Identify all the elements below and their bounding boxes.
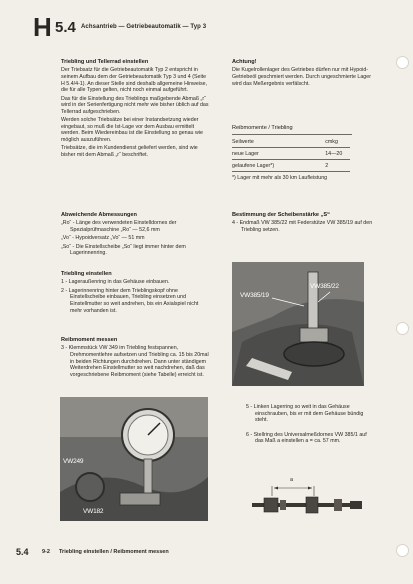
- paragraph: Das für die Einstellung des Trieblings maßgebende Abmaß „r“ wird in der Serienfertigung nicht mehr wie bisher üblich auf das Tellerrad aufgeschrieben.: [61, 95, 209, 115]
- list-item: 2 - Lagerinnenring hinter dem Trieblingskopf ohne Einstellscheibe einbauen, Triebling einsetzen und Einstellmutter so weit andrehen, bis ein Axialspiel nicht mehr vorhanden ist.: [61, 287, 199, 314]
- section-letter: H: [33, 12, 52, 42]
- mandrel-drawing: [250, 476, 370, 528]
- left-column: [61, 59, 209, 160]
- right-column-section: [232, 212, 377, 235]
- table-row: [232, 148, 350, 160]
- list-item: 1 - Lageraußenring in das Gehäuse einbauen.: [61, 279, 170, 286]
- binder-hole-bottom: [396, 544, 409, 557]
- list-item: „Vo“ - Hypoidversatz „Vo“ — 51 mm: [61, 235, 145, 242]
- section-heading: Bestimmung der Scheibenstärke „S“: [232, 212, 330, 218]
- left-column-steps: [61, 271, 209, 316]
- mandrel-illustration: [250, 476, 370, 528]
- section-heading: Abweichende Abmessungen: [61, 212, 137, 218]
- binder-hole-top: [396, 56, 409, 69]
- table-title: Reibmomente / Triebling: [232, 125, 352, 135]
- note-block: [232, 59, 377, 89]
- right-column-steps: [246, 404, 376, 447]
- table-cell-value: cmkg: [279, 136, 350, 148]
- list-item: „Ro“ - Länge des verwendeten Einstelldornes der Spezialprüfmaschine „Ro“ — 52,6 mm: [61, 220, 177, 233]
- tool-label: VW385/22: [310, 283, 339, 290]
- list-item: „So“ - Die Einstellscheibe „So“ liegt immer hinter dem Lagerinnenring.: [61, 243, 186, 257]
- photo-illustration: [232, 262, 364, 386]
- footer-page: 9-2: [42, 549, 50, 555]
- note-heading: Achtung!: [232, 59, 257, 65]
- section-number: 5.4: [55, 19, 76, 36]
- table-row: [232, 160, 350, 172]
- section-heading: Triebling einstellen: [61, 271, 112, 277]
- list-item: 4 - Endmaß VW 385/22 mit Federstütze VW 385/19 auf den Triebling setzen.: [232, 220, 373, 233]
- tool-label: VW385/19: [240, 292, 269, 299]
- dimension-label: a: [290, 477, 294, 483]
- paragraph: Der Triebsatz für die Getriebeautomatik Typ 2 entspricht in seinem Aufbau dem der Getriebeautomatik Typ 3 und 4 (Seite H 5.4/4-1). An dieser Stelle sind deshalb allgemeine Hinweise, die für alle Typen gelten, nicht noch einmal aufgeführt.: [61, 67, 208, 94]
- tool-label: VW249: [63, 458, 84, 465]
- table-cell-value: 14—20: [279, 148, 350, 160]
- footer-section-number: 5.4: [16, 547, 29, 557]
- table-cell-value: 2: [279, 160, 350, 172]
- list-item: 5 - Linken Lagerring so weit in das Gehäuse einschrauben, bis er mit dem Gehäuse bündig steht.: [246, 404, 364, 424]
- left-column-friction: [61, 337, 209, 380]
- photo-gauge-setup: [232, 262, 364, 386]
- page-title: Achsantrieb — Getriebeautomatik — Typ 3: [81, 24, 207, 30]
- tool-label: VW182: [83, 508, 104, 515]
- photo-torque-gauge: [60, 397, 208, 521]
- note-text: Die Kugelrollenlager des Getriebes dürfen nur mit Hypoid-Getriebeöl geschmiert werden. Durch ungeschmierte Lager wird das Meßergebnis verfälscht.: [232, 67, 371, 87]
- list-item: 3 - Klemmstück VW 349 im Triebling festspannen, Drehmomentlehre aufsetzen und Triebling ca. 15 bis 20mal in beiden Richtungen durchdrehen. Dann unter ständigem Weiterdrehen Einstellmutter so weit nachdrehen, daß das vorgeschriebene Reibmoment (siehe Tabelle) erreicht ist.: [61, 345, 209, 378]
- section-heading: Triebling und Tellerrad einstellen: [61, 59, 149, 65]
- friction-table-block: [232, 125, 352, 184]
- table-cell-label: neue Lager: [232, 148, 279, 160]
- table-footnote: *) Lager mit mehr als 30 km Laufleistung: [232, 175, 328, 182]
- table-cell-label: gelaufene Lager*): [232, 160, 279, 172]
- table-cell-label: Seilwerte: [232, 136, 279, 148]
- paragraph: Triebsätze, die im Kundendienst geliefert werden, sind wie bisher mit dem Abmaß „r“ beschriftet.: [61, 145, 198, 158]
- table-row: [232, 136, 350, 148]
- footer-title: Triebling einstellen / Reibmoment messen: [59, 549, 169, 555]
- paragraph: Werden solche Triebsätze bei einer Instandsetzung wieder eingebaut, so muß die Ist-Lage vor dem Ausbau ermittelt werden. Beim Wiedereinbau ist die Einstellung so genau wie möglich auszuführen.: [61, 117, 203, 143]
- list-item: 6 - Stellring des Universalmeßdornes VW 385/1 auf das Maß a einstellen a = ca. 57 mm.: [246, 431, 367, 445]
- friction-table: [232, 136, 350, 172]
- section-heading: Reibmoment messen: [61, 337, 118, 343]
- left-column-dimensions: [61, 212, 209, 259]
- binder-hole-middle: [396, 322, 409, 335]
